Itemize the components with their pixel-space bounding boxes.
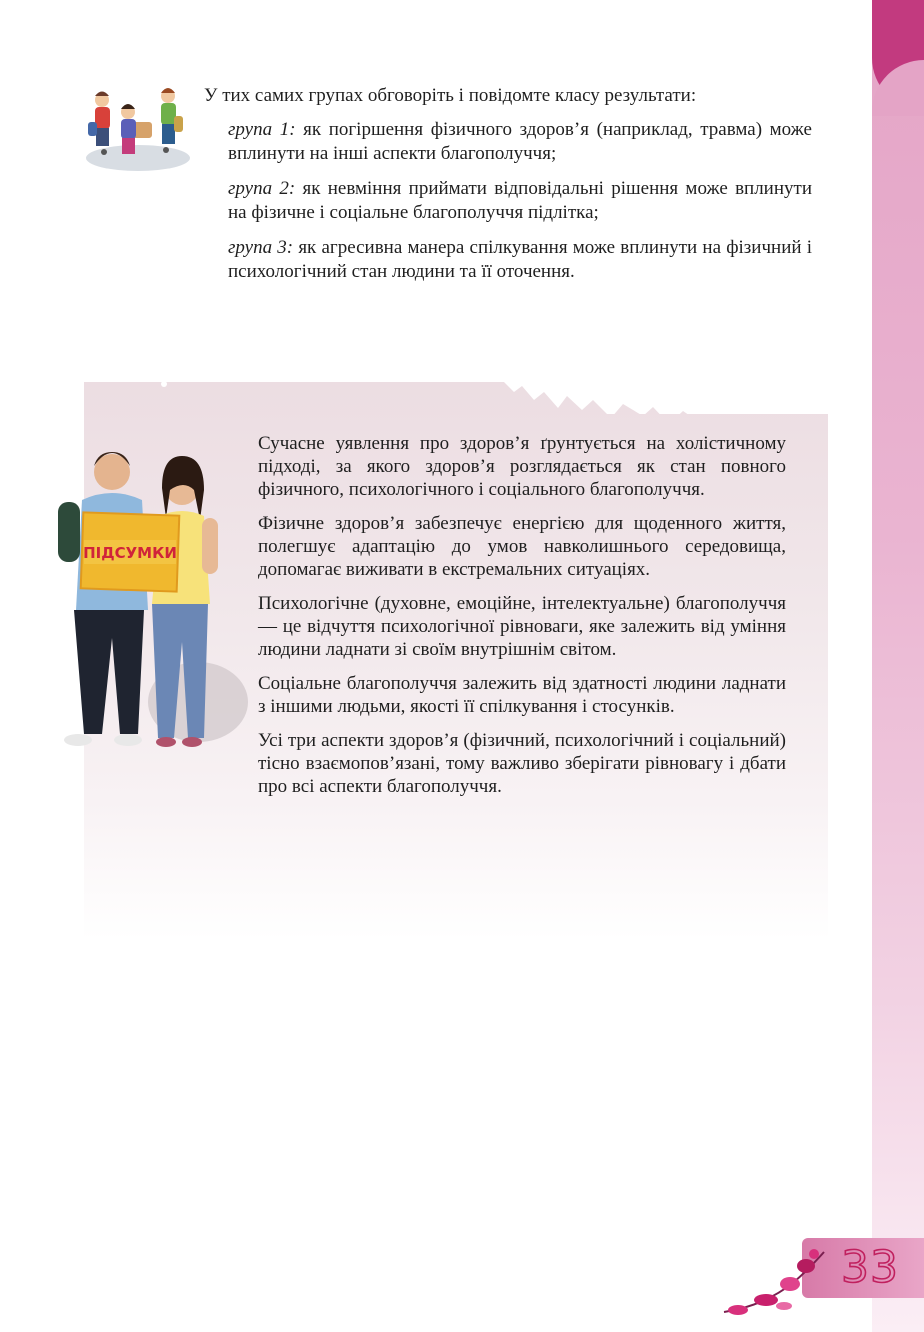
discussion-intro: У тих самих групах обговоріть і повідомте класу результати: [204, 85, 697, 106]
summary-sign-label: ПІДСУМКИ [83, 544, 177, 562]
group-text: як погіршення фізичного здоров’я (наприклад, травма) може вплинути на інші аспекти благополуччя; [228, 119, 812, 164]
group-label: група 3: [228, 237, 294, 258]
summary-paragraph: Сучасне уявлення про здоров’я ґрунтується на холістичному підході, за якого здоров’я розглядається як стан повного фізичного, психологічного і соціального благополуччя. [258, 433, 786, 500]
summary-paragraph: Соціальне благополуччя залежить від здатності людини ладнати з іншими людьми, якості її спілкування і стосунків. [258, 673, 786, 717]
summary-text [258, 432, 786, 809]
group-text: як агресивна манера спілкування може вплинути на фізичний і психологічний стан людини та її оточення. [228, 237, 812, 282]
group-discussion-icon [82, 82, 194, 174]
summary-paragraph: Усі три аспекти здоров’я (фізичний, психологічний і соціальний) тісно взаємопов’язані, тому важливо зберігати рівновагу і дбати про всі аспекти благополуччя. [258, 730, 786, 797]
torn-paper-edge [84, 374, 828, 414]
list-item [228, 177, 812, 225]
discussion-group-list [228, 118, 812, 295]
summary-paragraph: Фізичне здоров’я забезпечує енергією для щоденного життя, полегшує адаптацію до умов навколишнього середовища, допомагає виживати в екстремальних ситуаціях. [258, 513, 786, 580]
list-item [228, 118, 812, 166]
side-decor-strip [872, 0, 924, 1332]
summary-paragraph: Психологічне (духовне, емоційне, інтелектуальне) благополуччя — це відчуття психологічної рівноваги, яке залежить від уміння людини ладнати зі своїм внутрішнім світом. [258, 593, 786, 660]
list-item [228, 236, 812, 284]
page-number: 33 [841, 1242, 899, 1293]
group-text: як невміння приймати відповідальні рішення може вплинути на фізичне і соціальне благополуччя підлітка; [228, 178, 812, 223]
group-label: група 2: [228, 178, 296, 199]
teens-with-sign-photo [48, 442, 248, 754]
group-label: група 1: [228, 119, 296, 140]
pink-flowers-icon [718, 1240, 838, 1320]
